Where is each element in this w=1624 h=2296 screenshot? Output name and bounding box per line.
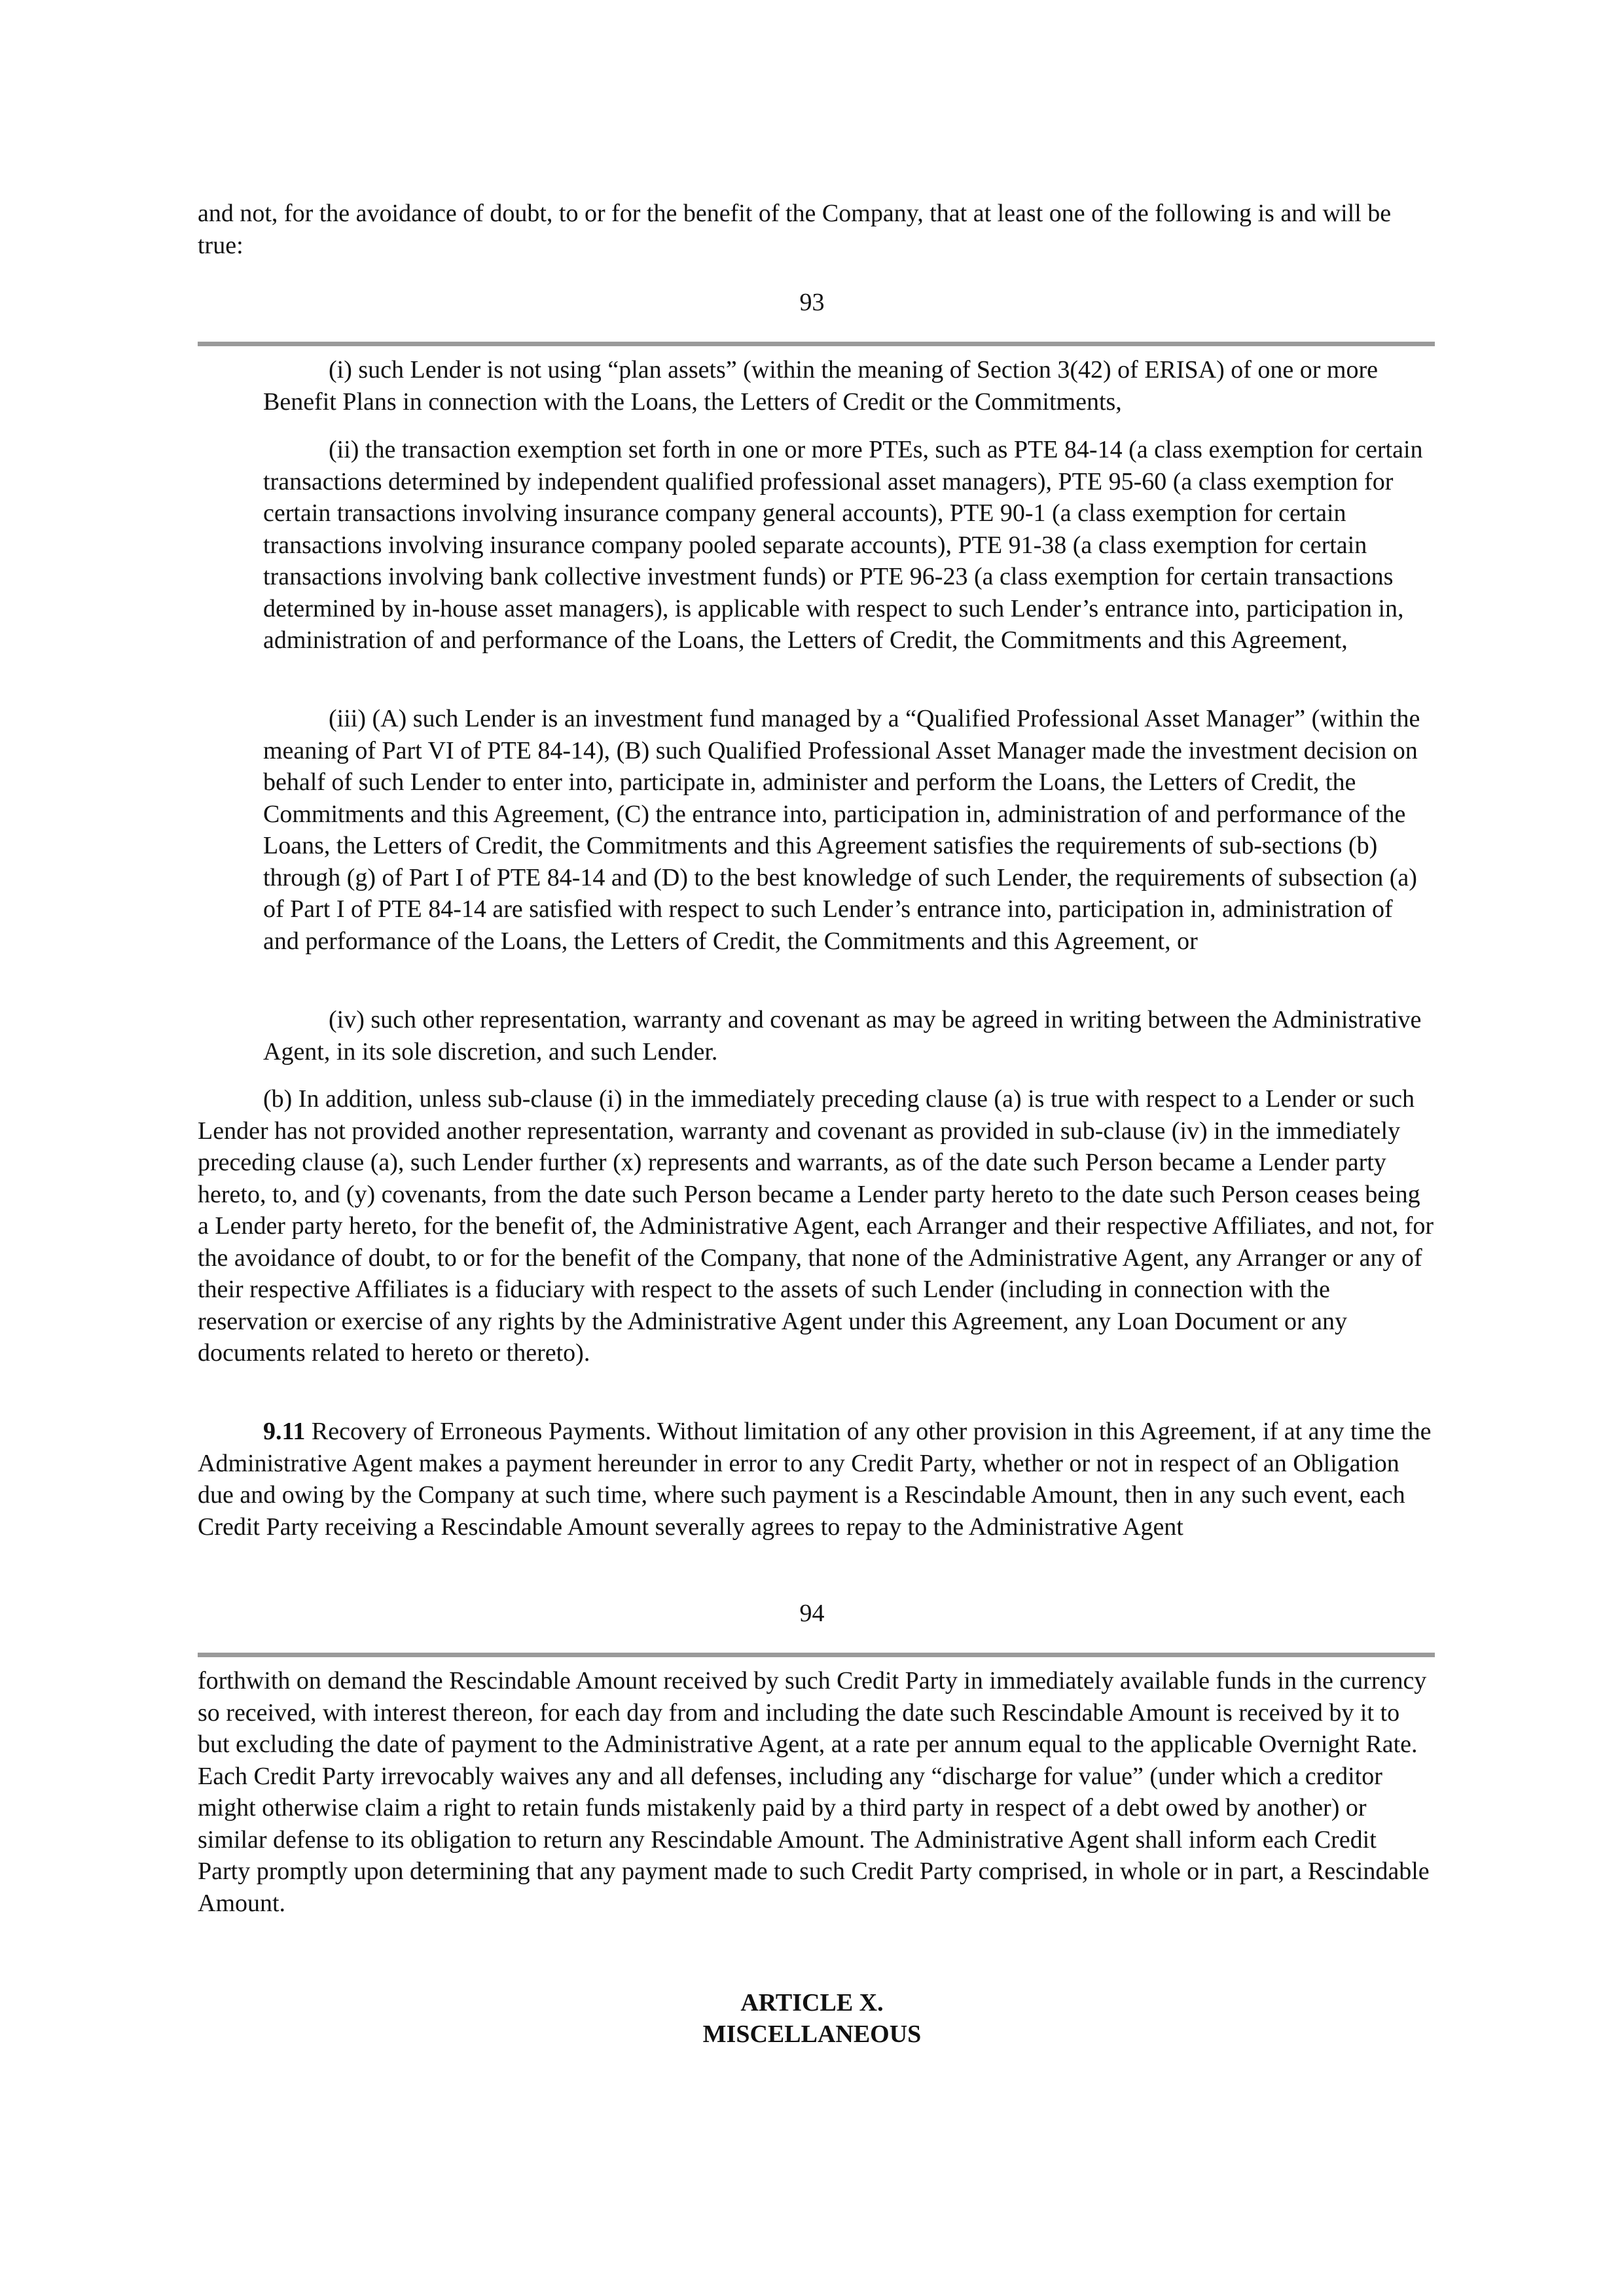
item-i-paragraph: (i) such Lender is not using “plan assets” (within the meaning of Section 3(42) of ERISA) of one or more Benefit Plans in connection with the Loans, the Letters of Credit or the Commitments, [263, 356, 1379, 416]
page-number-93: 93 [799, 289, 825, 316]
page-number-94: 94 [799, 1600, 825, 1627]
item-ii-paragraph: (ii) the transaction exemption set forth in one or more PTEs, such as PTE 84-14 (a class exemption for certain transactions determined by independent qualified professional asset managers), PTE 95-60 (a class exemption for certain transactions involving insurance company general accounts), PTE 90-1 (a class exemption for certain transactions involving insurance company pooled separate accounts), PTE 91-38 (a class exemption for certain transactions involving bank collective investment funds) or PTE 96-23 (a class exemption for certain transactions determined by in-house asset managers), is applicable with respect to such Lender’s entrance into, participation in, administration of and performance of the Loans, the Letters of Credit, the Commitments and this Agreement, [263, 436, 1423, 654]
continuation-paragraph-93: and not, for the avoidance of doubt, to or for the benefit of the Company, that at least one of the following is and will be true: [198, 200, 1392, 259]
section-9-11-paragraph [198, 1416, 1435, 1543]
item-iv-paragraph: (iv) such other representation, warranty and covenant as may be agreed in writing between the Administrative Agent, in its sole discretion, and such Lender. [263, 1006, 1422, 1066]
article-title-heading: MISCELLANEOUS [702, 2020, 922, 2048]
item-iii-paragraph: (iii) (A) such Lender is an investment fund managed by a “Qualified Professional Asset Manager” (within the meaning of Part VI of PTE 84-14), (B) such Qualified Professional Asset Manager made the investment decision on behalf of such Lender to enter into, participate in, administer and perform the Loans, the Letters of Credit, the Commitments and this Agreement, (C) the entrance into, participation in, administration of and performance of the Loans, the Letters of Credit, the Commitments and this Agreement satisfies the requirements of sub-sections (b) through (g) of Part I of PTE 84-14 and (D) to the best knowledge of such Lender, the requirements of subsection (a) of Part I of PTE 84-14 are satisfied with respect to such Lender’s entrance into, participation in, administration of and performance of the Loans, the Letters of Credit, the Commitments and this Agreement, or [263, 705, 1420, 955]
article-number-heading: ARTICLE X. [740, 1989, 884, 2017]
page-break-divider [198, 1653, 1435, 1657]
continuation-paragraph-95: forthwith on demand the Rescindable Amount received by such Credit Party in immediately available funds in the currency so received, with interest thereon, for each day from and including the date such Rescindable Amount is received by it to but excluding the date of payment to the Administrative Agent, at a rate per annum equal to the applicable Overnight Rate. Each Credit Party irrevocably waives any and all defenses, including any “discharge for value” (under which a creditor might otherwise claim a right to retain funds mistakenly paid by a third party in respect of a debt owed by another) or similar defense to its obligation to return any Rescindable Amount. The Administrative Agent shall inform each Credit Party promptly upon determining that any payment made to such Credit Party comprised, in whole or in part, a Rescindable Amount. [198, 1667, 1430, 1917]
page-break-divider [198, 342, 1435, 346]
section-text: Recovery of Erroneous Payments. Without limitation of any other provision in this Agreement, if at any time the Administrative Agent makes a payment hereunder in error to any Credit Party, whether or not in respect of an Obligation due and owing by the Company at such time, where such payment is a Rescindable Amount, then in any such event, each Credit Party receiving a Rescindable Amount severally agrees to repay to the Administrative Agent [198, 1418, 1432, 1541]
clause-b-paragraph: (b) In addition, unless sub-clause (i) in the immediately preceding clause (a) is true with respect to a Lender or such Lender has not provided another representation, warranty and covenant as provided in sub-clause (iv) in the immediately preceding clause (a), such Lender further (x) represents and warrants, as of the date such Person became a Lender party hereto, to, and (y) covenants, from the date such Person became a Lender party hereto to the date such Person ceases being a Lender party hereto, for the benefit of, the Administrative Agent, each Arranger and their respective Affiliates, and not, for the avoidance of doubt, to or for the benefit of the Company, that none of the Administrative Agent, any Arranger or any of their respective Affiliates is a fiduciary with respect to the assets of such Lender (including in connection with the reservation or exercise of any rights by the Administrative Agent under this Agreement, any Loan Document or any documents related to hereto or thereto). [198, 1085, 1434, 1367]
section-number: 9.11 [263, 1418, 306, 1445]
